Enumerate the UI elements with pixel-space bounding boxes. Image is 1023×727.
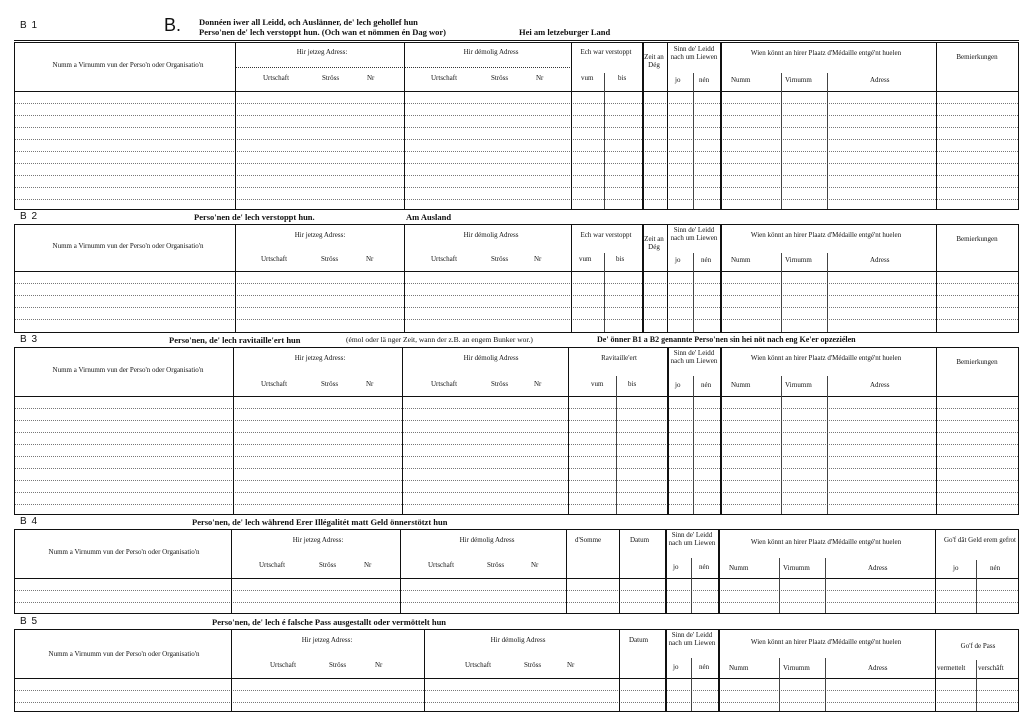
col-former-address-header: Hir démolig Adress xyxy=(463,231,519,239)
col-from: vum xyxy=(581,74,594,82)
col-hidden-header: Ech war verstoppt xyxy=(580,231,632,239)
col-passport-made: verschâft xyxy=(978,664,1004,672)
col-no: nén xyxy=(699,76,710,84)
col-former-address-header: Hir démolig Adress xyxy=(463,48,519,56)
col-time-days-header: Zeit an Dég xyxy=(644,53,664,69)
col-current-street: Ströss xyxy=(319,561,337,569)
col-former-place: Urtschaft xyxy=(431,380,458,388)
col-current-place: Urtschaft xyxy=(261,255,288,263)
section-b1 xyxy=(14,14,1019,210)
col-name-header: Numm a Virnumm vun der Perso'n oder Organisatio'n xyxy=(52,242,204,250)
section-b4-table-header xyxy=(15,530,1018,579)
section-b4-title: Perso'nen, de' lech während Erer Illégalitét matt Geld önnerstötzt hun xyxy=(192,517,448,527)
form-letter: B. xyxy=(164,15,182,35)
section-b3-table-header xyxy=(15,348,1018,397)
col-sum-header: d'Somme xyxy=(575,536,602,544)
col-to: bis xyxy=(628,380,637,388)
col-no: nén xyxy=(699,663,710,671)
col-lost-life-header: Sinn de' Leidd nach um Liewen xyxy=(670,45,718,61)
col-remarks-header: Bemierkungen xyxy=(956,235,998,243)
col-current-place: Urtschaft xyxy=(263,74,290,82)
section-b3-title-extra: De' önner B1 a B2 genannte Perso'nen sin hei nöt nach eng Ke'er opzeziélen xyxy=(597,335,856,344)
col-current-address-header: Hir jetzeg Adress: xyxy=(294,231,346,239)
col-to: bis xyxy=(616,255,625,263)
col-no: nén xyxy=(701,256,712,264)
section-b1-header-bar xyxy=(14,14,1019,41)
col-lost-life-header: Sinn de' Leidd nach um Liewen xyxy=(668,631,716,647)
col-medal-address: Adress xyxy=(870,256,890,264)
section-b5 xyxy=(14,616,1019,712)
section-b1-table-header xyxy=(15,43,1018,92)
col-lost-life-header: Sinn de' Leidd nach um Liewen xyxy=(670,349,718,365)
col-yes: jo xyxy=(673,663,679,671)
col-medal-name: Numm xyxy=(731,76,751,84)
col-former-number: Nr xyxy=(567,661,575,669)
col-current-address-header: Hir jetzeg Adress: xyxy=(301,636,353,644)
col-former-address-header: Hir démolig Adress xyxy=(490,636,546,644)
col-medal-address: Adress xyxy=(870,76,890,84)
section-b5-label: B 5 xyxy=(20,616,39,627)
section-b4-header-bar xyxy=(14,516,1019,530)
col-medal-firstname: Virnumm xyxy=(785,256,812,264)
col-former-address-header: Hir démolig Adress xyxy=(459,536,515,544)
col-time-days-header: Zeit an Dég xyxy=(644,235,664,251)
section-b1-title-line1: Donnéen iwer all Leidd, och Auslänner, de' lech gehollef hun xyxy=(199,17,418,27)
col-former-number: Nr xyxy=(534,255,542,263)
col-former-street: Ströss xyxy=(487,561,505,569)
col-date-header: Datum xyxy=(629,636,649,644)
section-b4 xyxy=(14,516,1019,614)
col-former-place: Urtschaft xyxy=(431,255,458,263)
section-b5-title: Perso'nen, de' lech é falsche Pass ausgestallt oder vermöttelt hun xyxy=(212,617,447,627)
col-medal-firstname: Virnumm xyxy=(783,664,810,672)
section-b3-title-note: (émol oder lä nger Zeit, wann der z.B. an engem Bunker wor.) xyxy=(346,335,533,344)
col-medal-name: Numm xyxy=(731,256,751,264)
section-b5-table-header xyxy=(15,630,1018,679)
col-name-header: Numm a Virnumm vun der Perso'n oder Organisatio'n xyxy=(52,366,204,374)
col-no: nén xyxy=(990,564,1001,572)
col-medal-name: Numm xyxy=(729,564,749,572)
col-current-street: Ströss xyxy=(329,661,347,669)
col-name-header: Numm a Virnumm vun der Perso'n oder Organisatio'n xyxy=(48,650,200,658)
section-b3-table xyxy=(14,347,1019,515)
col-current-street: Ströss xyxy=(321,380,339,388)
col-medal-address: Adress xyxy=(870,381,890,389)
col-current-number: Nr xyxy=(367,74,375,82)
col-yes: jo xyxy=(675,256,681,264)
col-current-place: Urtschaft xyxy=(270,661,297,669)
col-medal-header: Wien könnt an hirer Plaatz d'Médaille entgé'nt huelen xyxy=(750,354,902,362)
col-from: vum xyxy=(579,255,592,263)
col-to: bis xyxy=(618,74,627,82)
col-current-number: Nr xyxy=(364,561,372,569)
col-medal-firstname: Virnumm xyxy=(785,76,812,84)
col-from: vum xyxy=(591,380,604,388)
section-b5-table xyxy=(14,629,1019,712)
col-former-number: Nr xyxy=(534,380,542,388)
col-lost-life-header: Sinn de' Leidd nach um Liewen xyxy=(670,226,718,242)
col-current-address-header: Hir jetzeg Adress: xyxy=(294,354,346,362)
col-money-returned-header: Go'f dât Geld erem gefrot xyxy=(943,536,1016,544)
col-medal-header: Wien könnt an hirer Plaatz d'Médaille entgé'nt huelen xyxy=(750,49,902,57)
section-b2 xyxy=(14,211,1019,333)
col-current-place: Urtschaft xyxy=(259,561,286,569)
col-former-street: Ströss xyxy=(524,661,542,669)
col-former-street: Ströss xyxy=(491,380,509,388)
col-no: nén xyxy=(699,563,710,571)
col-yes: jo xyxy=(675,381,681,389)
col-yes: jo xyxy=(953,564,959,572)
col-supplied-header: Ravitaille'ert xyxy=(601,354,637,362)
col-passport-header: Go'f de Pass xyxy=(960,642,996,650)
section-b2-header-bar xyxy=(14,211,1019,225)
col-yes: jo xyxy=(675,76,681,84)
col-remarks-header: Bemierkungen xyxy=(956,358,998,366)
col-yes: jo xyxy=(673,563,679,571)
col-hidden-header: Ech war verstoppt xyxy=(580,48,632,56)
col-former-place: Urtschaft xyxy=(428,561,455,569)
section-b3-label: B 3 xyxy=(20,334,39,345)
col-former-address-header: Hir démolig Adress xyxy=(463,354,519,362)
col-current-number: Nr xyxy=(366,380,374,388)
col-medal-firstname: Virnumm xyxy=(785,381,812,389)
section-b2-title: Perso'nen de' lech verstoppt hun. xyxy=(194,212,315,222)
section-b3 xyxy=(14,334,1019,515)
col-medal-firstname: Virnumm xyxy=(783,564,810,572)
col-former-street: Ströss xyxy=(491,255,509,263)
col-lost-life-header: Sinn de' Leidd nach um Liewen xyxy=(668,531,716,547)
col-current-place: Urtschaft xyxy=(261,380,288,388)
section-b1-title-place: Hei am letzeburger Land xyxy=(519,27,611,37)
col-former-number: Nr xyxy=(536,74,544,82)
col-medal-name: Numm xyxy=(731,381,751,389)
section-b2-label: B 2 xyxy=(20,211,39,222)
section-b4-label: B 4 xyxy=(20,516,39,527)
col-former-place: Urtschaft xyxy=(431,74,458,82)
section-b4-table xyxy=(14,529,1019,614)
col-medal-address: Adress xyxy=(868,564,888,572)
section-b1-label: B 1 xyxy=(20,20,39,31)
section-b2-table xyxy=(14,224,1019,333)
section-b5-header-bar xyxy=(14,616,1019,630)
col-current-number: Nr xyxy=(375,661,383,669)
col-medal-name: Numm xyxy=(729,664,749,672)
section-b3-title: Perso'nen, de' lech ravitaille'ert hun xyxy=(169,335,301,345)
col-no: nén xyxy=(701,381,712,389)
col-medal-header: Wien könnt an hirer Plaatz d'Médaille entgé'nt huelen xyxy=(750,638,902,646)
section-b3-header-bar xyxy=(14,334,1019,348)
col-remarks-header: Bemierkungen xyxy=(956,53,998,61)
col-former-place: Urtschaft xyxy=(465,661,492,669)
col-former-number: Nr xyxy=(531,561,539,569)
section-b1-title-line2: Perso'nen de' lech verstoppt hun. (Och wan et nömmen én Dag wor) xyxy=(199,27,446,37)
col-current-number: Nr xyxy=(366,255,374,263)
section-b2-table-header xyxy=(15,225,1018,272)
col-passport-issued: vermettelt xyxy=(937,664,966,672)
col-medal-address: Adress xyxy=(868,664,888,672)
col-current-street: Ströss xyxy=(321,255,339,263)
col-medal-header: Wien könnt an hirer Plaatz d'Médaille entgé'nt huelen xyxy=(750,231,902,239)
col-date-header: Datum xyxy=(630,536,650,544)
col-name-header: Numm a Virnumm vun der Perso'n oder Organisatio'n xyxy=(52,61,204,69)
col-medal-header: Wien könnt an hirer Plaatz d'Médaille entgé'nt huelen xyxy=(750,538,902,546)
col-former-street: Ströss xyxy=(491,74,509,82)
section-b1-table xyxy=(14,42,1019,210)
col-current-address-header: Hir jetzeg Adress: xyxy=(292,536,344,544)
col-name-header: Numm a Virnumm vun der Perso'n oder Organisatio'n xyxy=(48,548,200,556)
section-b2-title-place: Am Ausland xyxy=(406,212,452,222)
col-current-address-header: Hir jetzeg Adress: xyxy=(296,48,348,56)
col-current-street: Ströss xyxy=(322,74,340,82)
